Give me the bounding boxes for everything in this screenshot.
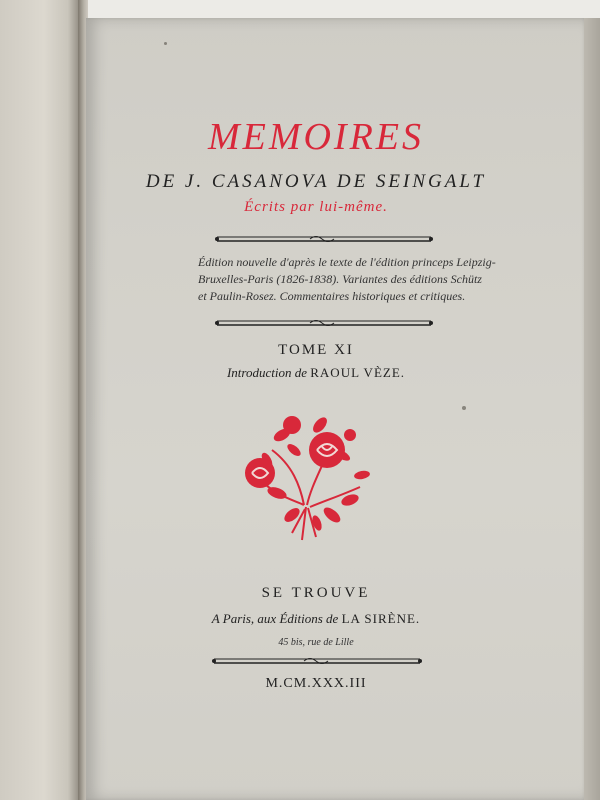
- intro-author: RAOUL VÈZE.: [310, 365, 406, 380]
- publisher-name: LA SIRÈNE.: [341, 611, 421, 626]
- address-prefix: A Paris, aux Éditions de: [211, 611, 339, 626]
- publisher-address: [86, 611, 546, 627]
- edition-line: et Paulin-Rosez. Commentaires historiques et critiques.: [198, 289, 466, 303]
- edition-notice: [198, 254, 504, 305]
- street-address: 45 bis, rue de Lille: [278, 637, 354, 648]
- paper-spot: [462, 406, 466, 410]
- ornamental-rule-icon: [212, 656, 422, 666]
- book-title: MEMOIRES: [207, 116, 425, 158]
- ornamental-rule-icon: [215, 234, 433, 244]
- rose-bouquet-icon: [232, 405, 382, 555]
- paper-spot: [164, 42, 167, 45]
- publication-year: M.CM.XXX.III: [265, 676, 367, 691]
- edition-line: Bruxelles-Paris (1826-1838). Variantes des éditions Schütz: [198, 272, 482, 286]
- se-trouve-heading: SE TROUVE: [261, 585, 371, 601]
- introduction-credit: [86, 365, 546, 381]
- ornamental-rule-icon: [215, 318, 433, 328]
- intro-prefix: Introduction de: [226, 365, 307, 380]
- book-subtitle: Écrits par lui-même.: [244, 199, 388, 215]
- tome-number: TOME XI: [278, 342, 354, 358]
- edition-line: Édition nouvelle d'après le texte de l'édition princeps Leipzig-: [198, 255, 496, 269]
- book-author: DE J. CASANOVA DE SEINGALT: [145, 171, 487, 192]
- left-page: [0, 0, 80, 800]
- page-edge: [584, 18, 600, 800]
